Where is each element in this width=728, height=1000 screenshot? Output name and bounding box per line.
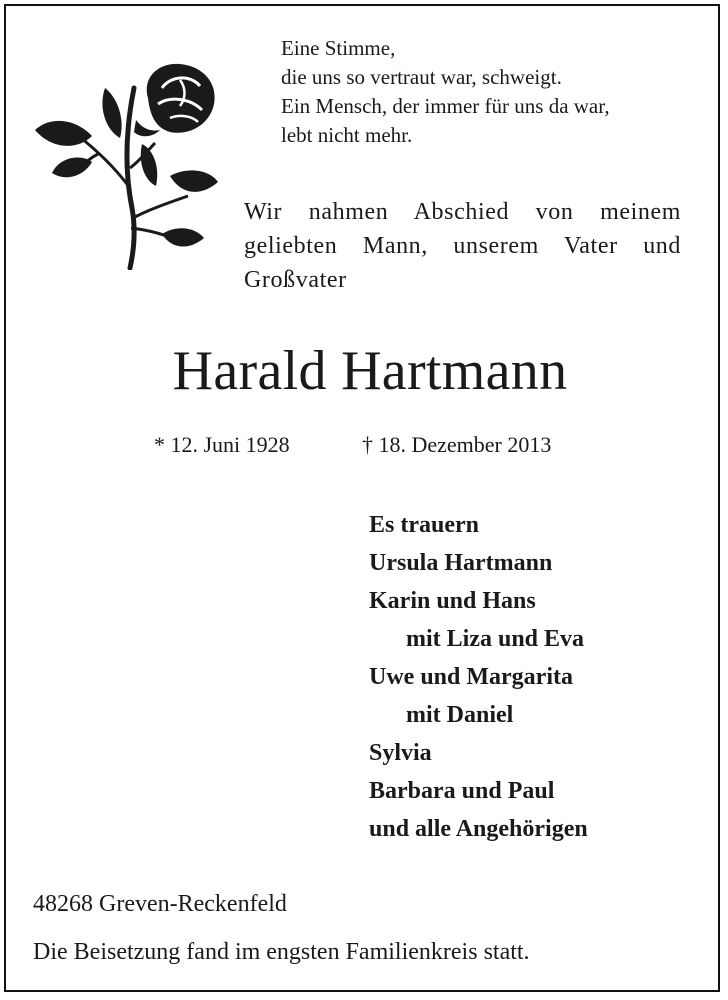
burial-note: Die Beisetzung fand im engsten Familienkreis statt. xyxy=(33,939,530,965)
mourner-entry: mit Daniel xyxy=(406,702,514,728)
place-line: 48268 Greven-Reckenfeld xyxy=(33,891,287,917)
mourner-entry: und alle Angehörigen xyxy=(369,816,588,842)
mourner-entry: Karin und Hans xyxy=(369,588,536,614)
farewell-line: geliebten Mann, unserem Vater und xyxy=(244,233,681,259)
poem-line: Ein Mensch, der immer für uns da war, xyxy=(281,94,610,118)
death-date: † 18. Dezember 2013 xyxy=(362,432,552,457)
mourners-heading: Es trauern xyxy=(369,512,479,538)
mourner-entry: Ursula Hartmann xyxy=(369,550,553,576)
rose-icon xyxy=(30,58,230,270)
poem-line: Eine Stimme, xyxy=(281,36,396,60)
farewell-text xyxy=(244,195,681,297)
mourner-entry: Uwe und Margarita xyxy=(369,664,573,690)
farewell-line: Großvater xyxy=(244,267,347,293)
mourner-entry: Sylvia xyxy=(369,740,432,766)
mourner-entry: Barbara und Paul xyxy=(369,778,555,804)
poem-line: die uns so vertraut war, schweigt. xyxy=(281,65,562,89)
mourner-entry: mit Liza und Eva xyxy=(406,626,585,652)
poem-text xyxy=(281,34,610,150)
farewell-line: Wir nahmen Abschied von meinem xyxy=(244,199,681,225)
deceased-name: Harald Hartmann xyxy=(172,340,568,402)
obituary-frame xyxy=(4,4,720,992)
birth-date: * 12. Juni 1928 xyxy=(154,432,290,457)
poem-line: lebt nicht mehr. xyxy=(281,123,413,147)
mourners-list xyxy=(369,506,588,848)
